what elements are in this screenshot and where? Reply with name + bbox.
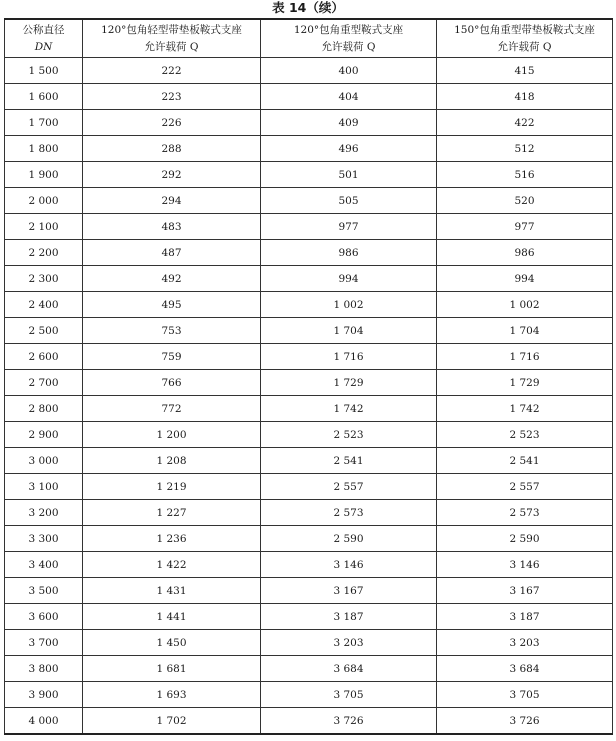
cell-120-light-load: 1 702 [83, 708, 261, 735]
cell-150-heavy-load: 1 716 [437, 344, 613, 370]
cell-150-heavy-load: 2 573 [437, 500, 613, 526]
cell-150-heavy-load: 1 742 [437, 396, 613, 422]
cell-150-heavy-load: 2 557 [437, 474, 613, 500]
table-row [5, 214, 613, 240]
header-nominal-diameter-label: 公称直径 [22, 23, 65, 36]
cell-120-heavy-load: 1 704 [261, 318, 437, 344]
cell-150-heavy-load: 520 [437, 188, 613, 214]
cell-dn: 2 000 [5, 188, 83, 214]
table-body [5, 58, 613, 735]
cell-120-light-load: 292 [83, 162, 261, 188]
table-row [5, 58, 613, 84]
cell-120-heavy-load: 1 742 [261, 396, 437, 422]
cell-120-light-load: 1 693 [83, 682, 261, 708]
cell-120-light-load: 759 [83, 344, 261, 370]
cell-dn: 3 400 [5, 552, 83, 578]
cell-dn: 1 900 [5, 162, 83, 188]
cell-120-heavy-load: 3 705 [261, 682, 437, 708]
cell-dn: 2 600 [5, 344, 83, 370]
table-row [5, 110, 613, 136]
cell-120-heavy-load: 404 [261, 84, 437, 110]
cell-dn: 1 700 [5, 110, 83, 136]
table-row [5, 682, 613, 708]
cell-120-heavy-load: 2 557 [261, 474, 437, 500]
cell-120-light-load: 222 [83, 58, 261, 84]
cell-120-heavy-load: 1 716 [261, 344, 437, 370]
table-row [5, 578, 613, 604]
cell-150-heavy-load: 1 704 [437, 318, 613, 344]
table-row [5, 318, 613, 344]
cell-150-heavy-load: 2 523 [437, 422, 613, 448]
cell-dn: 1 500 [5, 58, 83, 84]
cell-120-light-load: 495 [83, 292, 261, 318]
table-row [5, 344, 613, 370]
cell-120-light-load: 483 [83, 214, 261, 240]
cell-dn: 1 600 [5, 84, 83, 110]
cell-150-heavy-load: 415 [437, 58, 613, 84]
header-120-light-saddle-unit: 允许载荷 Q [144, 40, 199, 53]
cell-150-heavy-load: 2 590 [437, 526, 613, 552]
cell-120-heavy-load: 409 [261, 110, 437, 136]
cell-120-light-load: 1 422 [83, 552, 261, 578]
cell-dn: 2 700 [5, 370, 83, 396]
table-row [5, 656, 613, 682]
cell-dn: 3 800 [5, 656, 83, 682]
table-row [5, 708, 613, 735]
cell-120-heavy-load: 986 [261, 240, 437, 266]
cell-150-heavy-load: 3 726 [437, 708, 613, 735]
cell-120-light-load: 753 [83, 318, 261, 344]
header-120-light-saddle-label: 120°包角轻型带垫板鞍式支座 [101, 23, 242, 36]
cell-120-light-load: 288 [83, 136, 261, 162]
cell-150-heavy-load: 3 705 [437, 682, 613, 708]
cell-dn: 2 900 [5, 422, 83, 448]
header-120-heavy-saddle-label: 120°包角重型鞍式支座 [293, 23, 404, 36]
cell-120-light-load: 1 441 [83, 604, 261, 630]
cell-150-heavy-load: 512 [437, 136, 613, 162]
cell-150-heavy-load: 3 203 [437, 630, 613, 656]
table-row [5, 474, 613, 500]
cell-120-light-load: 487 [83, 240, 261, 266]
cell-120-heavy-load: 2 590 [261, 526, 437, 552]
cell-120-heavy-load: 994 [261, 266, 437, 292]
cell-120-heavy-load: 505 [261, 188, 437, 214]
cell-dn: 2 300 [5, 266, 83, 292]
cell-120-light-load: 1 681 [83, 656, 261, 682]
cell-dn: 3 200 [5, 500, 83, 526]
cell-120-heavy-load: 977 [261, 214, 437, 240]
cell-120-heavy-load: 3 167 [261, 578, 437, 604]
cell-120-light-load: 226 [83, 110, 261, 136]
cell-150-heavy-load: 1 002 [437, 292, 613, 318]
cell-dn: 2 400 [5, 292, 83, 318]
cell-150-heavy-load: 516 [437, 162, 613, 188]
cell-dn: 2 200 [5, 240, 83, 266]
header-nominal-diameter [5, 19, 83, 58]
cell-120-heavy-load: 3 726 [261, 708, 437, 735]
cell-dn: 3 300 [5, 526, 83, 552]
cell-dn: 3 900 [5, 682, 83, 708]
cell-120-heavy-load: 501 [261, 162, 437, 188]
table-row [5, 240, 613, 266]
cell-150-heavy-load: 422 [437, 110, 613, 136]
cell-150-heavy-load: 3 187 [437, 604, 613, 630]
cell-dn: 2 800 [5, 396, 83, 422]
cell-150-heavy-load: 418 [437, 84, 613, 110]
header-150-heavy-saddle-label: 150°包角重型带垫板鞍式支座 [454, 23, 595, 36]
table-row [5, 266, 613, 292]
table-row [5, 552, 613, 578]
cell-120-light-load: 1 208 [83, 448, 261, 474]
header-120-heavy-saddle-unit: 允许载荷 Q [321, 40, 376, 53]
header-row [5, 19, 613, 58]
cell-120-light-load: 1 450 [83, 630, 261, 656]
cell-120-heavy-load: 3 203 [261, 630, 437, 656]
table-row [5, 630, 613, 656]
cell-150-heavy-load: 3 167 [437, 578, 613, 604]
table-header [5, 19, 613, 58]
table-row [5, 292, 613, 318]
cell-dn: 4 000 [5, 708, 83, 735]
cell-150-heavy-load: 3 146 [437, 552, 613, 578]
cell-120-light-load: 1 227 [83, 500, 261, 526]
cell-120-light-load: 1 200 [83, 422, 261, 448]
table-row [5, 448, 613, 474]
cell-120-heavy-load: 3 684 [261, 656, 437, 682]
cell-120-light-load: 1 431 [83, 578, 261, 604]
cell-150-heavy-load: 3 684 [437, 656, 613, 682]
table-row [5, 84, 613, 110]
cell-dn: 3 600 [5, 604, 83, 630]
cell-dn: 1 800 [5, 136, 83, 162]
cell-dn: 3 500 [5, 578, 83, 604]
cell-120-heavy-load: 1 002 [261, 292, 437, 318]
cell-120-heavy-load: 1 729 [261, 370, 437, 396]
cell-150-heavy-load: 2 541 [437, 448, 613, 474]
table-row [5, 526, 613, 552]
header-150-heavy-saddle [437, 19, 613, 58]
cell-120-light-load: 492 [83, 266, 261, 292]
table-caption: 表 14（续） [272, 0, 344, 15]
cell-150-heavy-load: 986 [437, 240, 613, 266]
cell-120-heavy-load: 3 146 [261, 552, 437, 578]
cell-120-heavy-load: 3 187 [261, 604, 437, 630]
cell-120-heavy-load: 2 573 [261, 500, 437, 526]
cell-120-heavy-load: 400 [261, 58, 437, 84]
header-120-light-saddle [83, 19, 261, 58]
cell-120-light-load: 772 [83, 396, 261, 422]
cell-150-heavy-load: 994 [437, 266, 613, 292]
table-row [5, 396, 613, 422]
cell-dn: 3 000 [5, 448, 83, 474]
cell-120-light-load: 223 [83, 84, 261, 110]
header-nominal-diameter-symbol: DN [34, 40, 53, 53]
cell-150-heavy-load: 1 729 [437, 370, 613, 396]
cell-dn: 2 500 [5, 318, 83, 344]
cell-120-light-load: 1 219 [83, 474, 261, 500]
cell-120-heavy-load: 2 523 [261, 422, 437, 448]
table-row [5, 188, 613, 214]
header-150-heavy-saddle-unit: 允许载荷 Q [497, 40, 552, 53]
cell-120-light-load: 294 [83, 188, 261, 214]
cell-120-light-load: 766 [83, 370, 261, 396]
table-row [5, 500, 613, 526]
cell-120-light-load: 1 236 [83, 526, 261, 552]
table-row [5, 604, 613, 630]
allowable-load-table [4, 18, 613, 735]
cell-dn: 3 700 [5, 630, 83, 656]
header-120-heavy-saddle [261, 19, 437, 58]
cell-dn: 3 100 [5, 474, 83, 500]
table-row [5, 136, 613, 162]
cell-150-heavy-load: 977 [437, 214, 613, 240]
table-row [5, 162, 613, 188]
cell-120-heavy-load: 2 541 [261, 448, 437, 474]
cell-120-heavy-load: 496 [261, 136, 437, 162]
table-row [5, 422, 613, 448]
table-row [5, 370, 613, 396]
cell-dn: 2 100 [5, 214, 83, 240]
